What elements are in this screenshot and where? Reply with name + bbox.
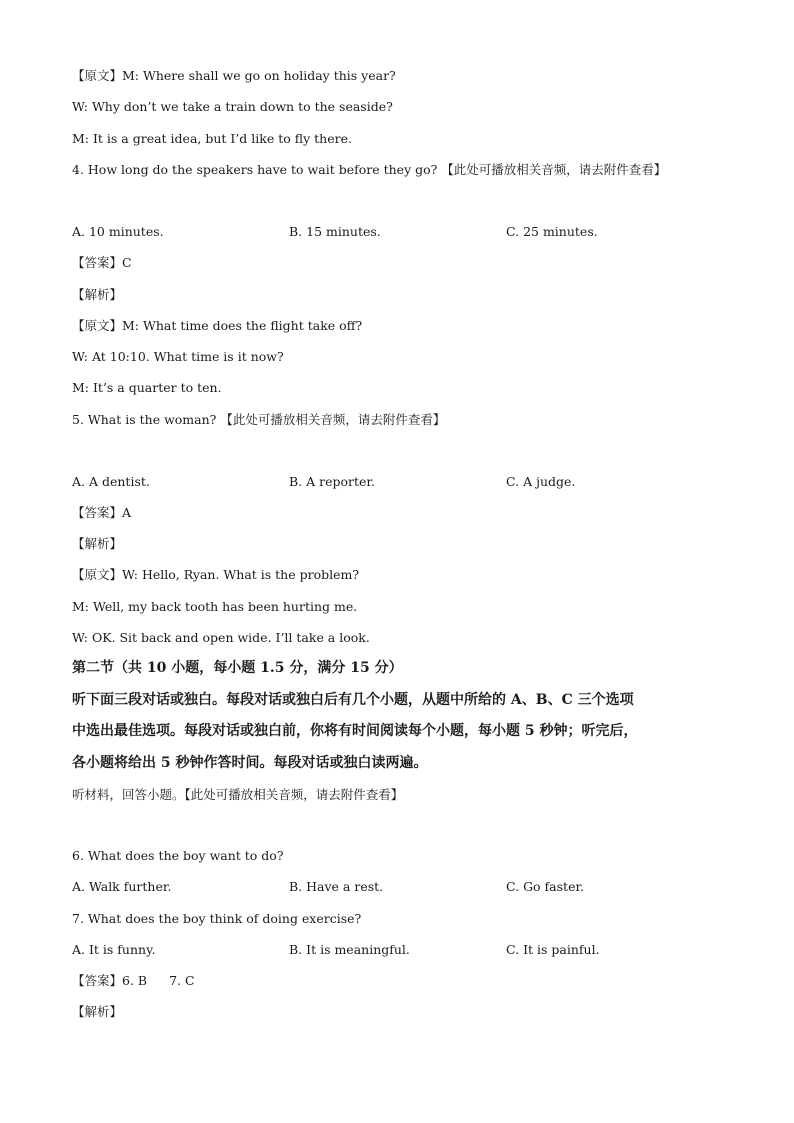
analysis-label: 【解析】 (72, 1004, 123, 1019)
transcript-line: M: Well, my back tooth has been hurting me. (72, 599, 358, 614)
q7-options (72, 942, 732, 958)
analysis-label: 【解析】 (72, 287, 123, 302)
transcript-line: 【原文】M: What time does the flight take off? (72, 318, 363, 333)
answer-second: 7. C (169, 973, 195, 988)
option-c: C. Go faster. (506, 879, 585, 894)
listen-prompt: 听材料，回答小题。【此处可播放相关音频，请去附件查看】 (72, 787, 404, 802)
transcript-line: W: At 10:10. What time is it now? (72, 349, 284, 364)
answer-line (72, 973, 195, 989)
section-instructions: 各小题将给出 5 秒钟作答时间。每段对话或独白读两遍。 (72, 755, 428, 771)
option-a: A. Walk further. (72, 879, 172, 894)
section-instructions: 听下面三段对话或独白。每段对话或独白后有几个小题，从题中所给的 A、B、C 三个选项 (72, 692, 634, 708)
option-a: A. A dentist. (72, 474, 150, 489)
transcript-line: M: It is a great idea, but I’d like to fly there. (72, 131, 352, 146)
option-b: B. 15 minutes. (289, 224, 381, 239)
option-c: C. 25 minutes. (506, 224, 598, 239)
q6-options (72, 879, 732, 895)
q5-options (72, 474, 732, 490)
transcript-line: W: OK. Sit back and open wide. I’ll take a look. (72, 630, 370, 645)
answer-label: 【答案】A (72, 505, 132, 520)
option-a: A. 10 minutes. (72, 224, 164, 239)
option-b: B. It is meaningful. (289, 942, 410, 957)
option-b: B. Have a rest. (289, 879, 384, 894)
question-7: 7. What does the boy think of doing exercise? (72, 911, 362, 926)
option-b: B. A reporter. (289, 474, 376, 489)
transcript-line: W: Why don’t we take a train down to the seaside? (72, 99, 393, 114)
answer-label: 【答案】6. B (72, 973, 148, 988)
question-6: 6. What does the boy want to do? (72, 848, 284, 863)
transcript-line: M: It’s a quarter to ten. (72, 380, 222, 395)
option-a: A. It is funny. (72, 942, 156, 957)
question-4: 4. How long do the speakers have to wait before they go? 【此处可播放相关音频，请去附件查看】 (72, 162, 667, 177)
section-heading: 第二节（共 10 小题，每小题 1.5 分，满分 15 分） (72, 660, 403, 676)
transcript-line: 【原文】W: Hello, Ryan. What is the problem? (72, 567, 360, 582)
option-c: C. It is painful. (506, 942, 600, 957)
transcript-line: 【原文】M: Where shall we go on holiday this year? (72, 68, 396, 83)
option-c: C. A judge. (506, 474, 576, 489)
q4-options (72, 224, 732, 240)
question-5: 5. What is the woman? 【此处可播放相关音频，请去附件查看】 (72, 412, 446, 427)
section-instructions: 中选出最佳选项。每段对话或独白前，你将有时间阅读每个小题，每小题 5 秒钟；听完后， (72, 723, 638, 739)
analysis-label: 【解析】 (72, 536, 123, 551)
answer-label: 【答案】C (72, 255, 132, 270)
